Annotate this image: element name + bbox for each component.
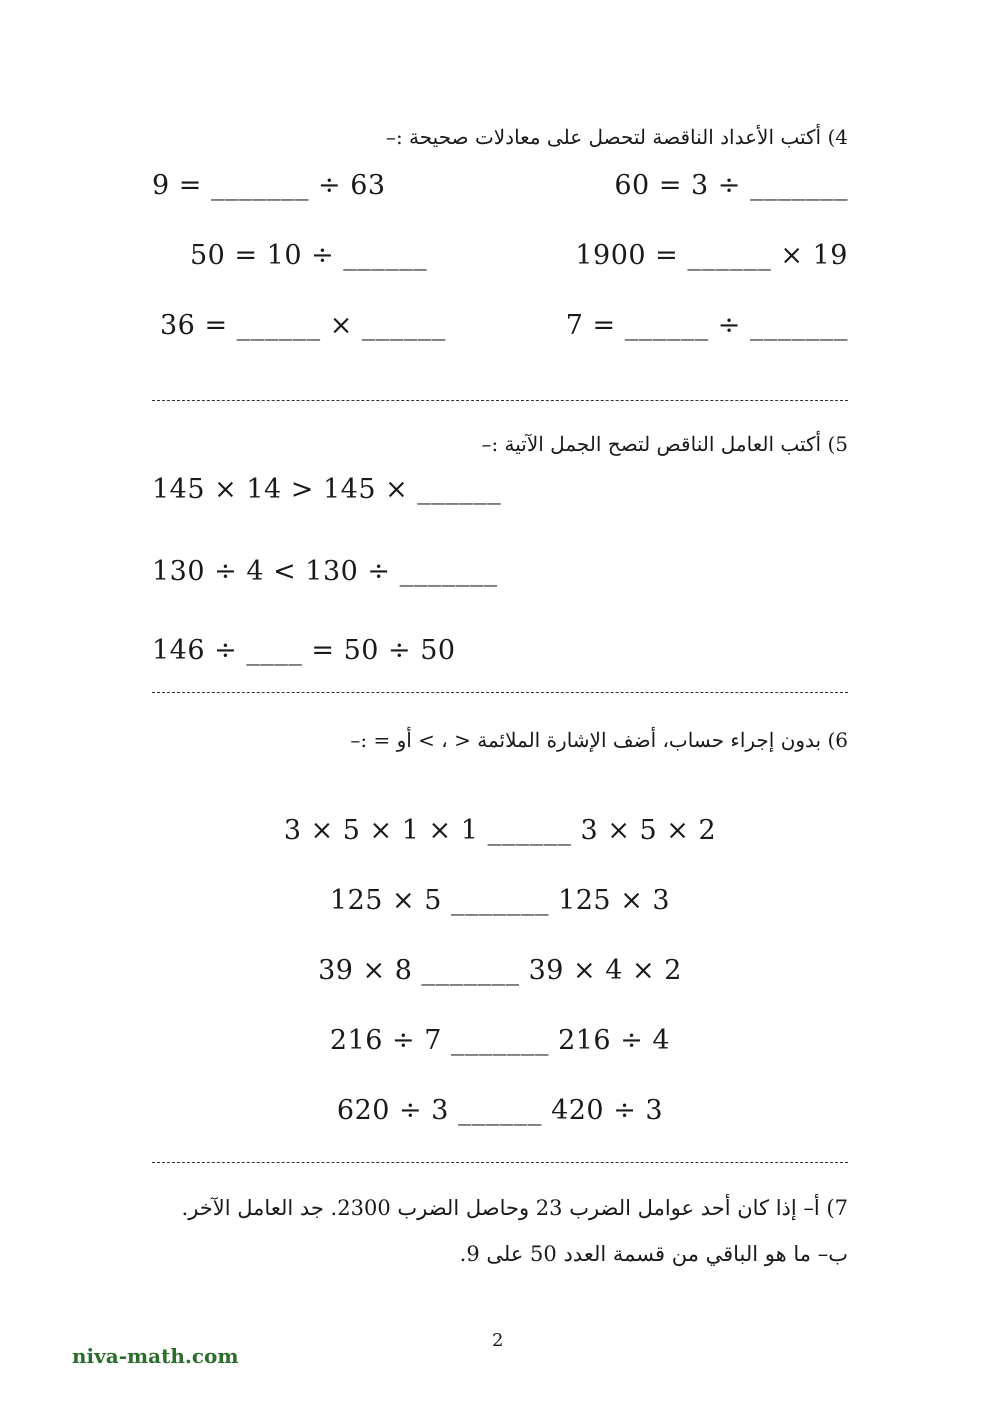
q5-row2: 130 ÷ 4 < 130 ÷ _______ (152, 556, 498, 587)
footer-site-link[interactable]: niva-math.com (72, 1344, 239, 1368)
q6-row5: 620 ÷ 3 ______ 420 ÷ 3 (336, 1095, 664, 1126)
q7-line-a: 7) أ– إذا كان أحد عوامل الضرب 23 وحاصل الضرب 2300. جد العامل الآخر. (181, 1196, 848, 1220)
q5-row1: 145 × 14 > 145 × ______ (152, 474, 502, 505)
q4-row3-right: 7 = ______ ÷ _______ (565, 310, 848, 341)
q4-row2-right: 1900 = ______ × 19 (575, 240, 848, 271)
separator-2 (152, 692, 848, 693)
q4-row2-left: 50 = 10 ÷ ______ (190, 240, 428, 271)
q4-heading: 4) أكتب الأعداد الناقصة لتحصل على معادلات صحيحة :– (385, 125, 848, 149)
q4-row1-left: 9 = _______ ÷ 63 (152, 170, 386, 201)
q6-row4: 216 ÷ 7 _______ 216 ÷ 4 (329, 1025, 671, 1056)
q4-row3-left: 36 = ______ × ______ (160, 310, 446, 341)
page-number: 2 (492, 1330, 504, 1351)
q5-heading: 5) أكتب العامل الناقص لتصح الجمل الآتية :– (481, 432, 848, 456)
q7-line-b: ب– ما هو الباقي من قسمة العدد 50 على 9. (459, 1242, 848, 1266)
separator-1 (152, 400, 848, 401)
q4-row1-right: 60 = 3 ÷ _______ (614, 170, 848, 201)
q6-heading: 6) بدون إجراء حساب، أضف الإشارة الملائمة < ، > أو = :– (350, 728, 848, 752)
q6-row3: 39 × 8 _______ 39 × 4 × 2 (318, 955, 682, 986)
q5-row3: 146 ÷ ____ = 50 ÷ 50 (152, 635, 456, 666)
q6-row1: 3 × 5 × 1 × 1 ______ 3 × 5 × 2 (283, 815, 717, 846)
q6-row2: 125 × 5 _______ 125 × 3 (329, 885, 671, 916)
separator-3 (152, 1162, 848, 1163)
